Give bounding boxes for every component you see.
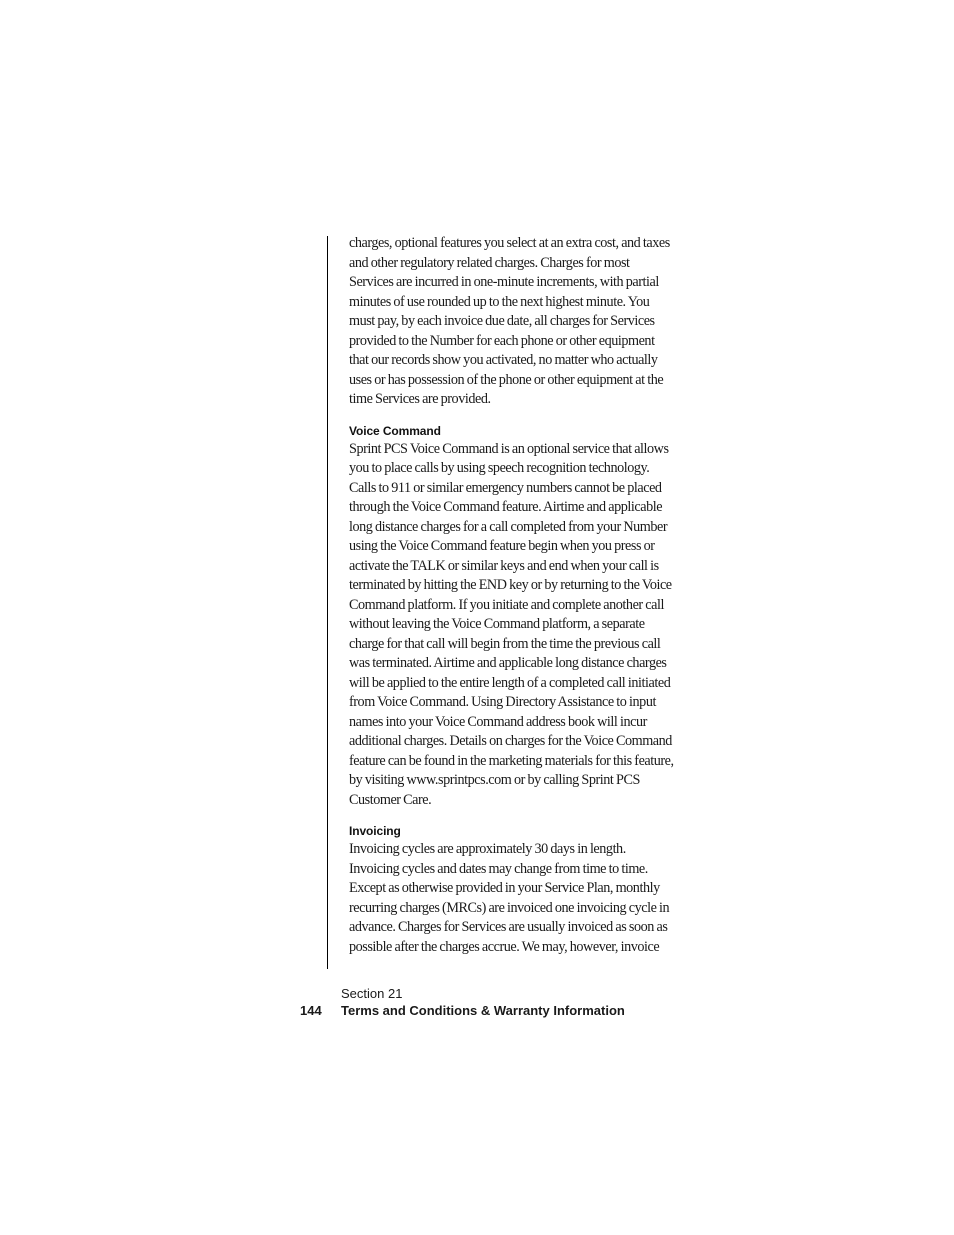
text-column	[349, 234, 675, 957]
page-number: 144	[300, 1003, 322, 1018]
footer-title-line	[300, 1002, 625, 1019]
footer-title: Terms and Conditions & Warranty Information	[341, 1003, 625, 1018]
intro-paragraph: charges, optional features you select at an extra cost, and taxes and other regulatory related charges. Charges for most Services are incurred in one-minute increments, with partial minutes of use rounded up to the next highest minute. You must pay, by each invoice due date, all charges for Services provided to the Number for each phone or other equipment that our records show you activated, no matter who actually uses or has possession of the phone or other equipment at the time Services are provided.	[349, 235, 670, 407]
margin-rule	[327, 236, 328, 969]
voice-command-heading: Voice Command	[349, 423, 441, 438]
footer-section-label: Section 21	[341, 986, 403, 1001]
voice-command-paragraph: Sprint PCS Voice Command is an optional service that allows you to place calls by using speech recognition technology. Calls to 911 or similar emergency numbers cannot be placed through the Voice Command feature. Airtime and applicable long distance charges for a call completed from your Number using the Voice Command feature begin when you press or activate the TALK or similar keys and end when your call is terminated by hitting the END key or by returning to the Voice Command platform. If you initiate and complete another call without leaving the Voice Command platform, a separate charge for that call will begin from the time the previous call was terminated. Airtime and applicable long distance charges will be applied to the entire length of a completed call initiated from Voice Command. Using Directory Assistance to input names into your Voice Command address book will incur additional charges. Details on charges for the Voice Command feature can be found in the marketing materials for this feature, by visiting www.sprintpcs.com or by calling Sprint PCS Customer Care.	[349, 440, 674, 808]
invoicing-paragraph: Invoicing cycles are approximately 30 days in length. Invoicing cycles and dates may change from time to time. Except as otherwise provided in your Service Plan, monthly recurring charges (MRCs) are invoiced one invoicing cycle in advance. Charges for Services are usually invoiced as soon as possible after the charges accrue. We may, however, invoice	[349, 841, 670, 955]
page-footer	[300, 985, 625, 1019]
invoicing-heading: Invoicing	[349, 824, 401, 838]
